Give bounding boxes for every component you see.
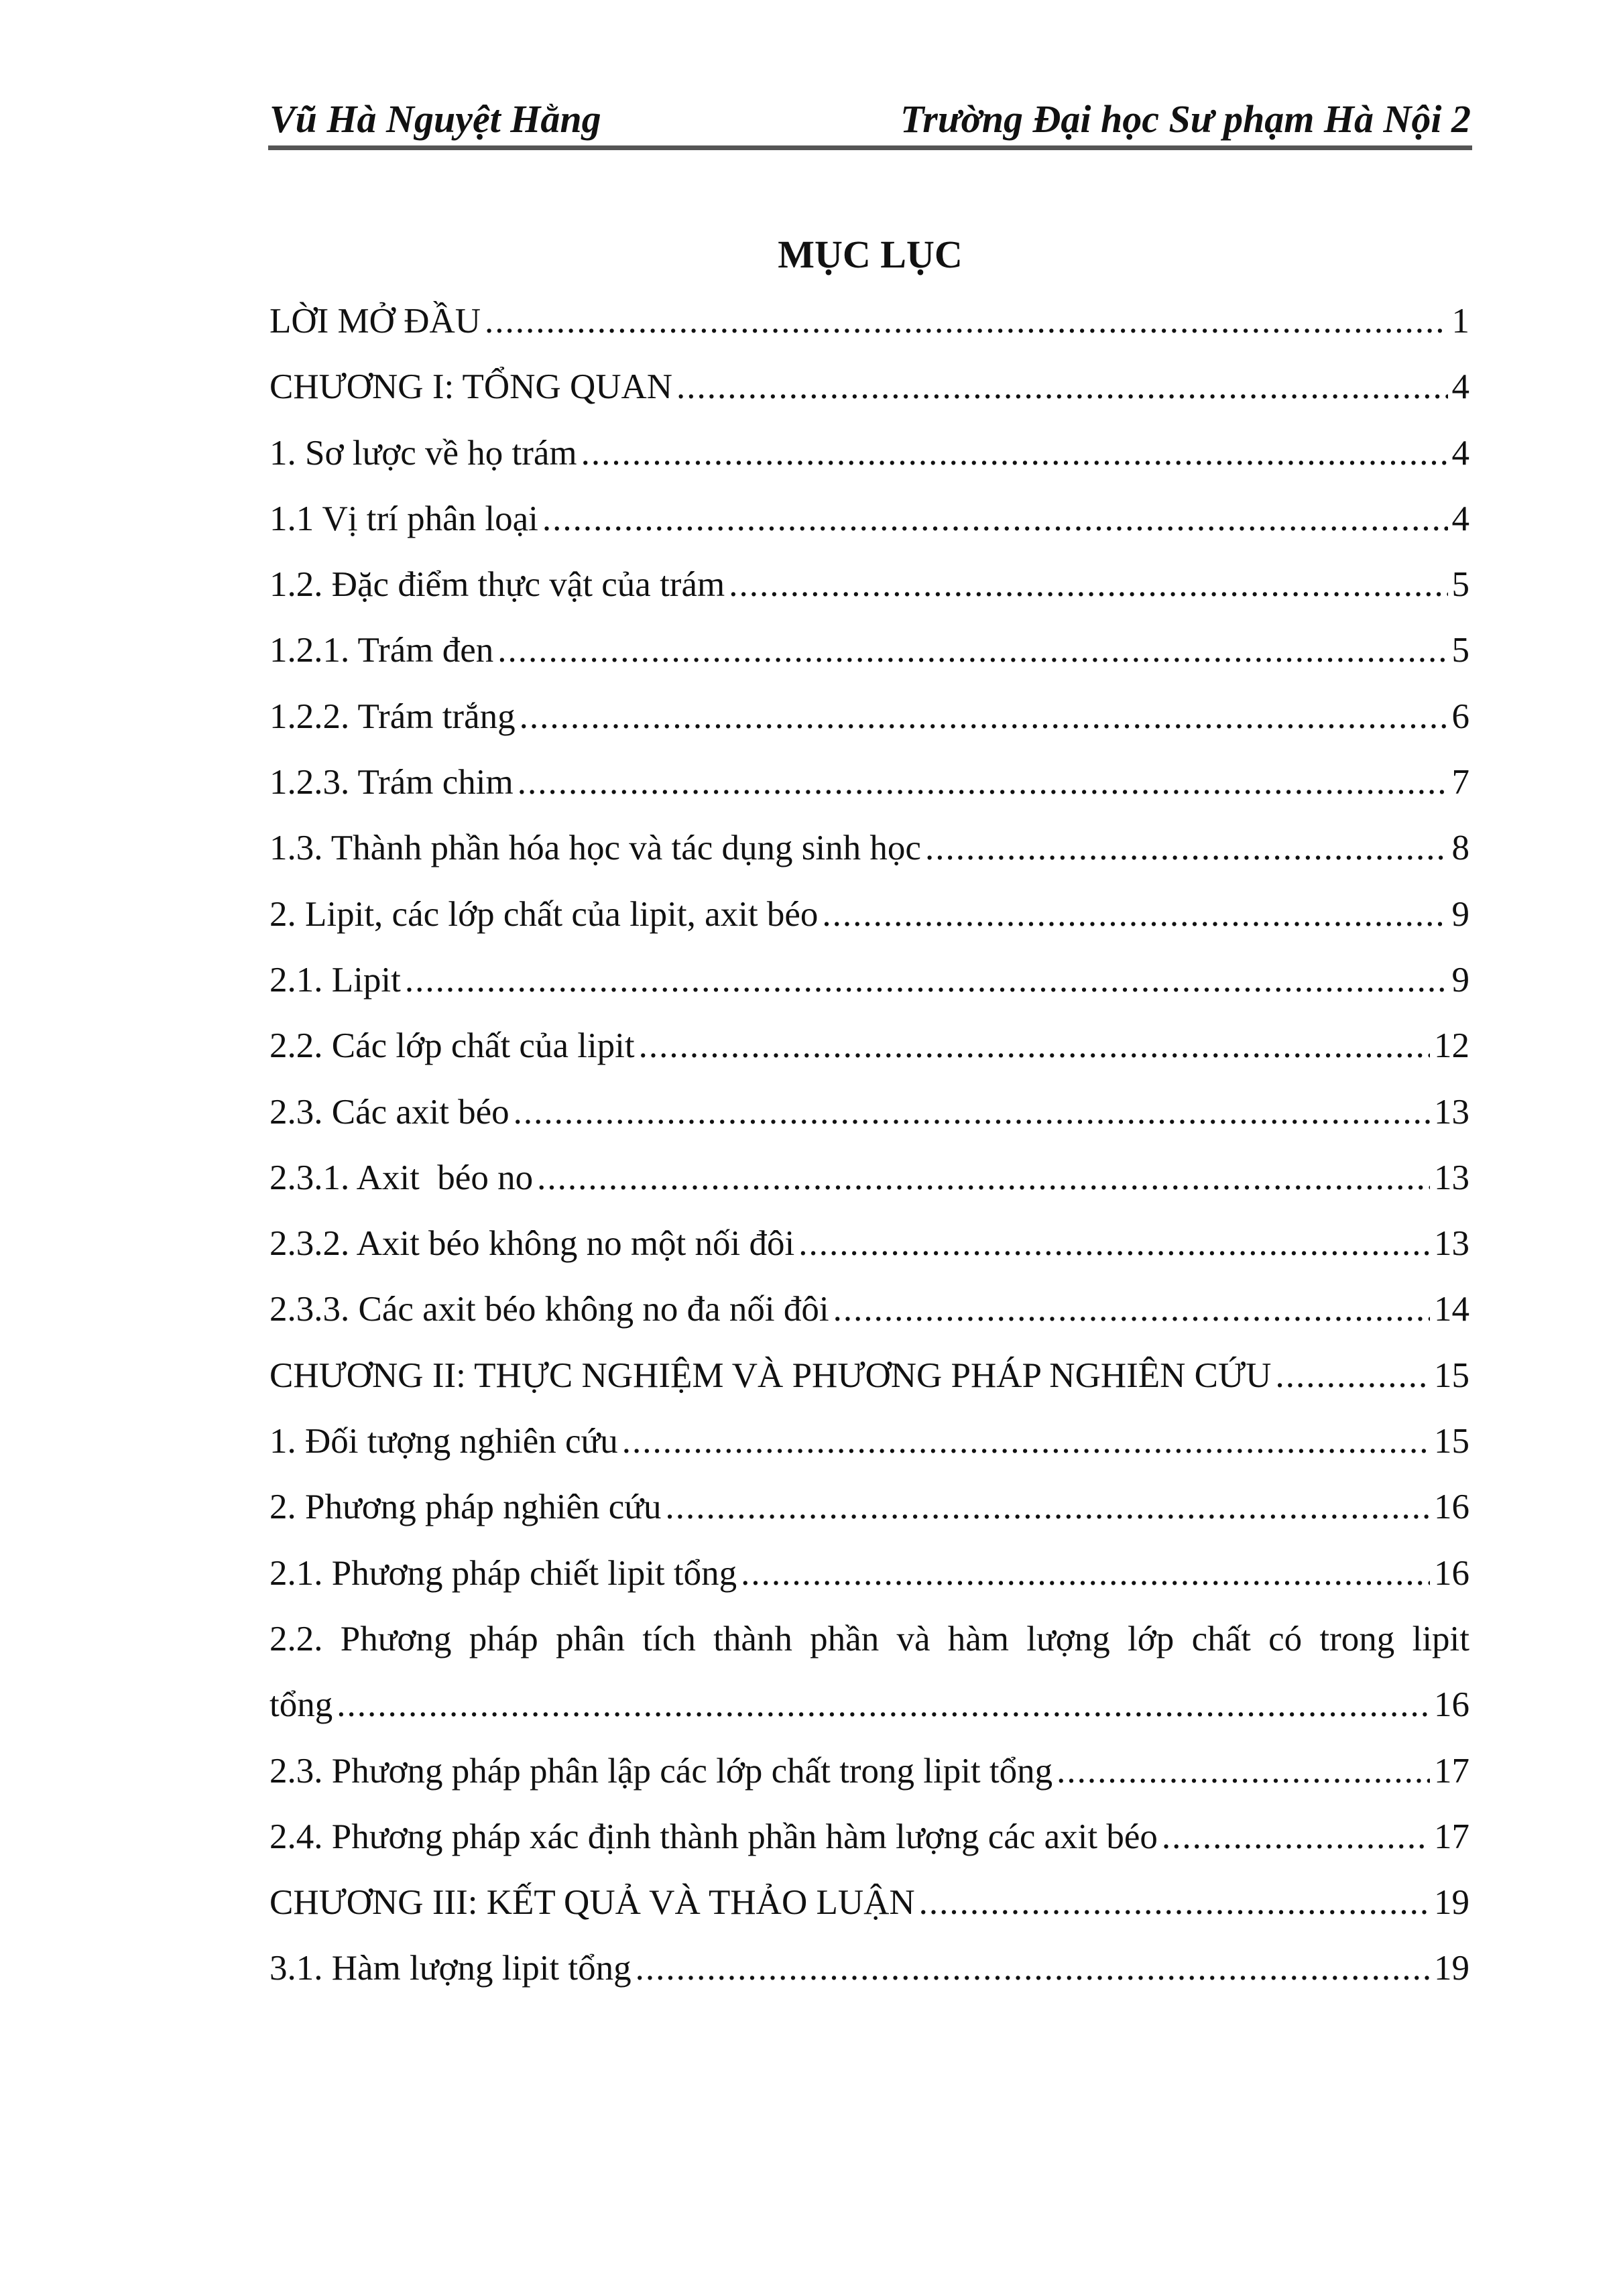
toc-entry-text: 2.2. Các lớp chất của lipit <box>269 1026 635 1066</box>
toc-leader-dots <box>518 749 1448 815</box>
toc-entry-page: 1 <box>1451 302 1469 341</box>
toc-entry[interactable] <box>269 1343 1469 1408</box>
toc-leader-dots <box>729 552 1447 617</box>
toc-entry-text: 1. Sơ lược về họ trám <box>269 433 577 473</box>
toc-entry-page: 5 <box>1451 631 1469 670</box>
toc-entry-page: 9 <box>1451 894 1469 934</box>
toc-entry-page: 4 <box>1451 433 1469 473</box>
toc-leader-dots <box>833 1276 1430 1342</box>
toc-entry-page: 15 <box>1434 1422 1469 1461</box>
toc-entry-text: 2.1. Lipit <box>269 960 401 1000</box>
toc-entry-text: LỜI MỞ ĐẦU <box>269 302 481 341</box>
toc-leader-dots <box>485 288 1447 354</box>
toc-entry-page: 4 <box>1451 367 1469 407</box>
toc-entry-page: 5 <box>1451 565 1469 605</box>
toc-entry-text: 1.2. Đặc điểm thực vật của trám <box>269 565 725 605</box>
toc-entry-text: 3.1. Hàm lượng lipit tổng <box>269 1949 632 1988</box>
toc-leader-dots <box>520 684 1448 749</box>
toc-leader-dots <box>542 486 1448 552</box>
toc-entry-text: 2.4. Phương pháp xác định thành phần hàm lượng các axit béo <box>269 1817 1158 1856</box>
toc-leader-dots <box>537 1145 1430 1211</box>
toc-leader-dots <box>337 1672 1430 1738</box>
toc-leader-dots <box>1162 1804 1430 1870</box>
toc-leader-dots <box>1057 1738 1430 1804</box>
toc-entry[interactable] <box>269 684 1469 749</box>
toc-leader-dots <box>666 1474 1430 1540</box>
toc-entry-text: CHƯƠNG I: TỔNG QUAN <box>269 367 673 407</box>
toc-entry-text: 2.3.3. Các axit béo không no đa nối đôi <box>269 1290 829 1329</box>
toc-entry-text: 2.2. Phương pháp phân tích thành phần và hàm lượng lớp chất có trong lipit <box>269 1619 1469 1658</box>
toc-entry-page: 8 <box>1451 829 1469 868</box>
toc-entry-text: 1. Đối tượng nghiên cứu <box>269 1422 618 1461</box>
toc-leader-dots <box>622 1408 1430 1474</box>
toc-entry[interactable] <box>269 1211 1469 1276</box>
toc-entry-page: 17 <box>1434 1817 1469 1856</box>
page-header <box>268 94 1472 150</box>
toc-leader-dots <box>639 1013 1430 1079</box>
toc-entry-page: 13 <box>1434 1092 1469 1132</box>
toc-entry[interactable] <box>269 1804 1469 1870</box>
toc-entry[interactable] <box>269 1870 1469 1935</box>
toc-entry[interactable] <box>269 1079 1469 1145</box>
toc-entry-text: tổng <box>269 1685 333 1725</box>
toc-leader-dots <box>676 354 1447 420</box>
toc-entry-page: 7 <box>1451 763 1469 802</box>
toc-leader-dots <box>1275 1343 1430 1408</box>
toc-entry-wrapped-line2[interactable] <box>269 1672 1469 1738</box>
toc-entry-text: 1.3. Thành phần hóa học và tác dụng sinh học <box>269 829 921 868</box>
header-institution: Trường Đại học Sư phạm Hà Nội 2 <box>900 97 1471 141</box>
toc-leader-dots <box>798 1211 1430 1276</box>
toc-entry-page: 15 <box>1434 1355 1469 1395</box>
toc-leader-dots <box>741 1540 1430 1606</box>
page-title: MỤC LỤC <box>778 233 963 276</box>
toc-entry[interactable] <box>269 1540 1469 1606</box>
toc-entry-page: 16 <box>1434 1553 1469 1593</box>
toc-entry-page: 4 <box>1451 499 1469 538</box>
toc-entry-page: 19 <box>1434 1883 1469 1923</box>
toc-leader-dots <box>514 1079 1430 1145</box>
header-author: Vũ Hà Nguyệt Hằng <box>269 97 601 141</box>
toc-entry-page: 12 <box>1434 1026 1469 1066</box>
toc-entry-page: 13 <box>1434 1224 1469 1264</box>
toc-entry-text: 1.2.2. Trám trắng <box>269 697 516 736</box>
toc-entry[interactable] <box>269 617 1469 683</box>
toc-entry-text: 2.3.1. Axit béo no <box>269 1158 534 1197</box>
toc-entry[interactable] <box>269 749 1469 815</box>
toc-entry[interactable] <box>269 420 1469 486</box>
toc-leader-dots <box>822 882 1447 947</box>
toc-entry[interactable] <box>269 947 1469 1013</box>
toc-entry-page: 14 <box>1434 1290 1469 1329</box>
toc-entry-page: 13 <box>1434 1158 1469 1197</box>
toc-entry-text: 2. Lipit, các lớp chất của lipit, axit béo <box>269 894 819 934</box>
toc-entry[interactable] <box>269 288 1469 354</box>
toc-entry-page: 6 <box>1451 697 1469 736</box>
toc-entry[interactable] <box>269 1145 1469 1211</box>
toc-leader-dots <box>925 815 1448 881</box>
toc-entry-page: 16 <box>1434 1685 1469 1725</box>
toc-entry[interactable] <box>269 486 1469 552</box>
toc-entry[interactable] <box>269 1276 1469 1342</box>
toc-entry-wrapped-line1[interactable] <box>269 1606 1469 1672</box>
toc-entry-text: 2.1. Phương pháp chiết lipit tổng <box>269 1553 737 1593</box>
toc-entry[interactable] <box>269 1935 1469 2001</box>
toc-entry-text: 2. Phương pháp nghiên cứu <box>269 1488 662 1527</box>
toc-entry-page: 9 <box>1451 960 1469 1000</box>
toc-entry-text: 2.3.2. Axit béo không no một nối đôi <box>269 1224 795 1264</box>
toc-leader-dots <box>497 617 1447 683</box>
toc-entry-page: 17 <box>1434 1751 1469 1791</box>
toc-entry-text: 1.2.3. Trám chim <box>269 763 514 802</box>
toc-entry-page: 16 <box>1434 1488 1469 1527</box>
toc-entry[interactable] <box>269 1738 1469 1804</box>
toc-leader-dots <box>581 420 1448 486</box>
toc-entry-text: 2.3. Các axit béo <box>269 1092 509 1132</box>
toc-entry-text: CHƯƠNG II: THỰC NGHIỆM VÀ PHƯƠNG PHÁP NGHIÊN CỨU <box>269 1355 1272 1395</box>
toc-entry-text: 1.1 Vị trí phân loại <box>269 499 538 538</box>
toc-leader-dots <box>636 1935 1430 2001</box>
toc-entry[interactable] <box>269 354 1469 420</box>
toc-entry[interactable] <box>269 882 1469 947</box>
toc-entry[interactable] <box>269 815 1469 881</box>
toc-entry[interactable] <box>269 1408 1469 1474</box>
toc-entry-text: CHƯƠNG III: KẾT QUẢ VÀ THẢO LUẬN <box>269 1883 915 1923</box>
toc-entry[interactable] <box>269 1013 1469 1079</box>
toc-entry-text: 1.2.1. Trám đen <box>269 631 494 670</box>
toc-entry-page: 19 <box>1434 1949 1469 1988</box>
toc-leader-dots <box>919 1870 1430 1935</box>
toc-leader-dots <box>405 947 1448 1013</box>
toc-entry[interactable] <box>269 1474 1469 1540</box>
toc-entry[interactable] <box>269 552 1469 617</box>
table-of-contents <box>269 288 1469 2002</box>
toc-entry-text: 2.3. Phương pháp phân lập các lớp chất trong lipit tổng <box>269 1751 1053 1791</box>
